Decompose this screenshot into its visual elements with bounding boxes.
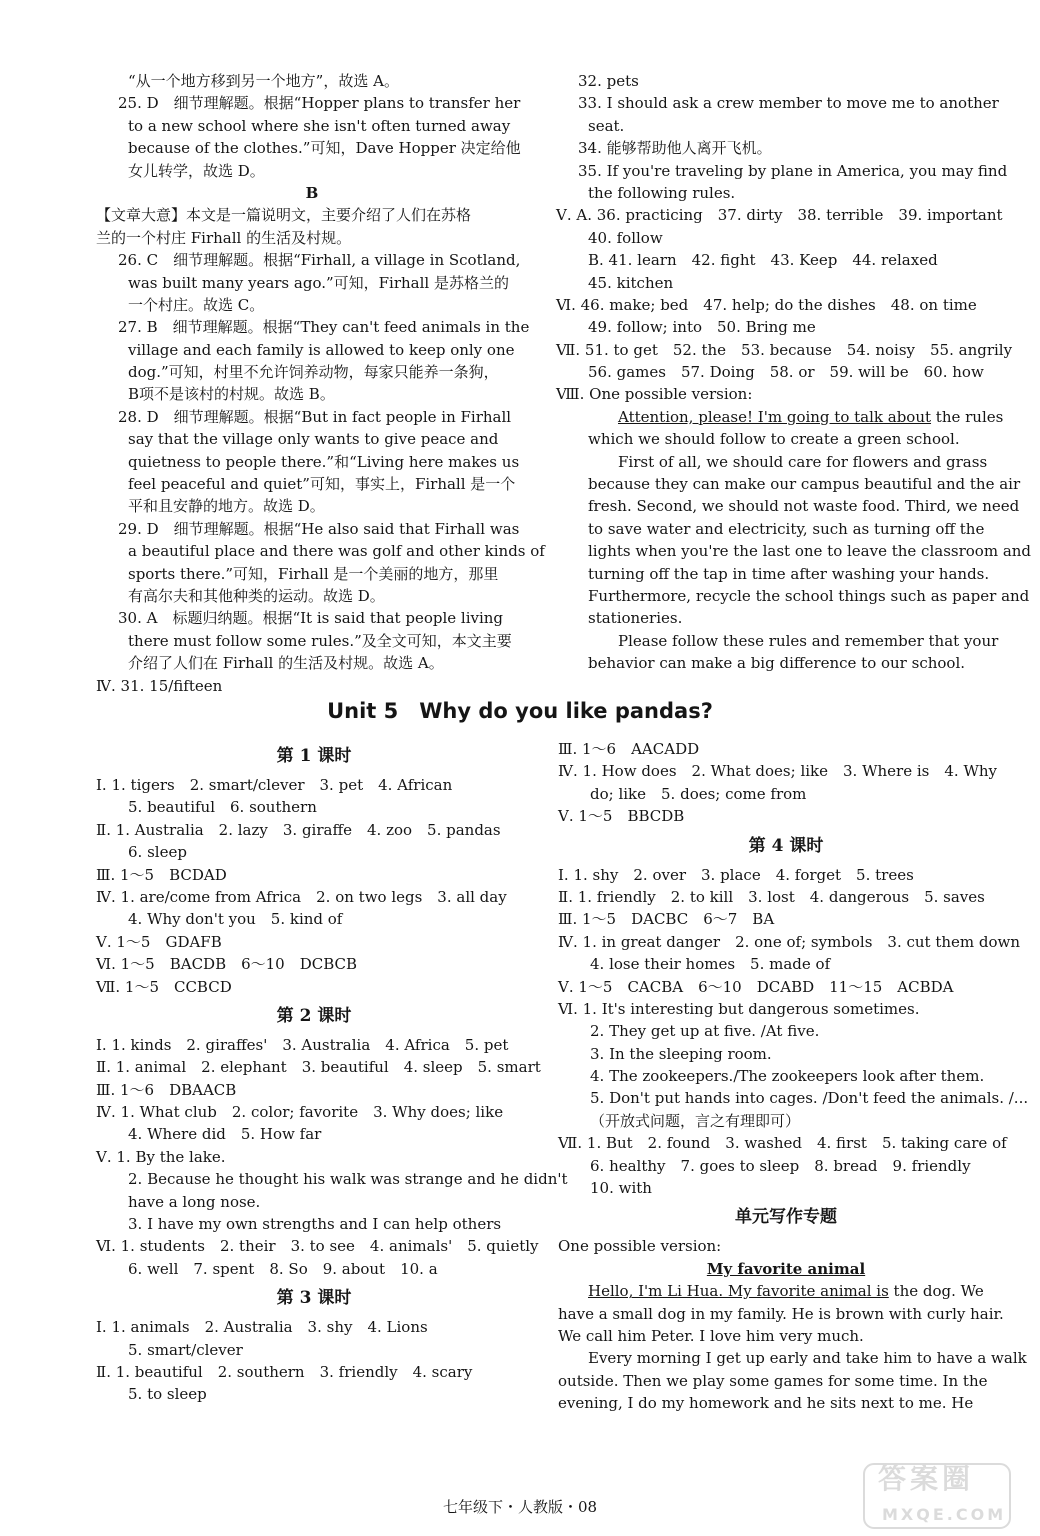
answer-line: B. 41. learn 42. fight 43. Keep 44. relaxed [588,251,938,270]
answer-line: 女儿转学，故选 D。 [128,161,265,180]
answer-line: Ⅳ. 31. 15/fifteen [96,676,223,695]
answer-line: Ⅶ. 51. to get 52. the 53. because 54. noisy 55. angrily [556,340,1013,359]
unit-title: Unit 5 Why do you like pandas? [327,699,713,723]
answer-line: 4. Why don't you 5. kind of [128,910,343,929]
answer-line: because of the clothes.”可知，Dave Hopper 决定给他 [128,139,521,158]
answer-line: Ⅲ. 1～6 AACADD [558,740,700,758]
answer-line: 3. In the sleeping room. [590,1044,772,1063]
answer-line: dog.”可知，村里不允许饲养动物，每家只能养一条狗， [128,363,499,382]
bottom-right-column [558,738,1029,1415]
essay-green-school [556,406,1032,675]
answer-line: sports there.”可知，Firhall 是一个美丽的地方，那里 [128,564,499,583]
answer-line: 3. I have my own strengths and I can help others [128,1215,502,1234]
answer-line: have a small dog in my family. He is brown with curly hair. [558,1304,1004,1323]
answer-line: 平和且安静的地方。故选 D。 [128,497,325,516]
answer-line: 4. Where did 5. How far [128,1125,322,1144]
answer-line: Ⅲ. 1～5 BCDAD [96,865,227,884]
essay-underlined-phrase: Attention, please! I'm going to talk about [618,407,932,426]
answer-line: village and each family is allowed to keep only one [128,340,515,359]
answer-line: Ⅵ. 1. students 2. their 3. to see 4. animals' 5. quietly [96,1237,539,1256]
answer-line: 5. smart/clever [128,1340,243,1359]
answer-line: evening, I do my homework and he sits next to me. He [558,1394,974,1413]
essay-first-line: Hello, I'm Li Hua. My favorite animal is the dog. We [588,1282,984,1301]
answer-line: First of all, we should care for flowers and grass [618,452,988,471]
answer-line: One possible version: [558,1237,722,1256]
top-left-column [96,70,545,697]
answer-line: Ⅶ. 1～5 CCBCD [96,977,232,996]
answer-line: Ⅰ. 1. kinds 2. giraffes' 3. Australia 4. Africa 5. pet [96,1035,509,1054]
answer-line: Ⅳ. 1. are/come from Africa 2. on two legs 3. all day [96,887,507,906]
answer-line: Ⅲ. 1～5 DACBC 6～7 BA [558,910,775,929]
answer-line: seat. [588,116,625,135]
answer-line: lights when you're the last one to leave the classroom and [588,542,1032,561]
answer-line: 40. follow [588,228,663,247]
answer-line: Ⅵ. 1～5 BACDB 6～10 DCBCB [96,955,358,974]
answer-line: “从一个地方移到另一个地方”，故选 A。 [128,72,399,90]
answer-list-upper-right [556,70,1012,406]
answer-line: Ⅱ. 1. Australia 2. lazy 3. giraffe 4. zoo 5. pandas [96,820,501,839]
answer-line: Ⅷ. One possible version: [556,385,753,404]
answer-line: 5. beautiful 6. southern [128,798,317,817]
answer-line: 10. with [590,1179,652,1198]
page-footer: 七年级下・人教版・08 [442,1498,598,1516]
answer-line: 32. pets [578,72,639,90]
essay-underlined-phrase: Hello, I'm Li Hua. My favorite animal is [588,1282,889,1301]
answer-line: Ⅳ. 1. How does 2. What does; like 3. Where is 4. Why [558,762,997,781]
answer-line: 6. sleep [128,843,187,862]
answer-line: Ⅴ. 1～5 GDAFB [96,932,222,951]
watermark-logo: 答案圈 MXQE.COM [862,1462,1012,1530]
answer-line: turning off the tap in time after washing your hands. [588,564,990,583]
answer-line: B [305,183,319,202]
answer-line: which we should follow to create a green school. [588,430,960,449]
answer-list-lower-right [558,738,1029,1258]
answer-line: Ⅰ. 1. shy 2. over 3. place 4. forget 5. trees [558,865,914,884]
answer-line: B项不是该村的村规。故选 B。 [128,385,335,404]
answer-line: 6. healthy 7. goes to sleep 8. bread 9. friendly [590,1156,971,1175]
section-heading: 第 2 课时 [276,1005,352,1026]
answer-line: outside. Then we play some games for some time. In the [558,1371,988,1390]
answer-line: 56. games 57. Doing 58. or 59. will be 60. how [588,363,984,382]
answer-line: fresh. Second, we should not waste food. Third, we need [588,497,1020,516]
answer-line: 6. well 7. spent 8. So 9. about 10. a [128,1259,438,1278]
answer-line: a beautiful place and there was golf and other kinds of [128,542,545,561]
answer-line: 28. D 细节理解题。根据“But in fact people in Firhall [118,407,512,426]
answer-line: have a long nose. [128,1192,261,1211]
answer-line: 4. lose their homes 5. made of [590,955,831,974]
answer-line: behavior can make a big difference to our school. [588,654,966,673]
answer-line: say that the village only wants to give peace and [128,430,499,449]
answer-line: Ⅵ. 1. It's interesting but dangerous sometimes. [558,999,920,1018]
answer-line: Please follow these rules and remember that your [618,631,999,650]
answer-line: 33. I should ask a crew member to move me to another [578,94,999,113]
section-heading: 第 4 课时 [748,835,824,856]
answer-line: 4. The zookeepers./The zookeepers look after them. [590,1067,985,1086]
answer-line: Every morning I get up early and take him to have a walk [588,1349,1027,1368]
answer-line: 2. Because he thought his walk was strange and he didn't [128,1170,568,1189]
answer-line: 一个村庄。故选 C。 [128,295,265,314]
section-heading: 第 3 课时 [276,1288,352,1309]
answer-line: Ⅳ. 1. What club 2. color; favorite 3. Why does; like [96,1103,504,1122]
answer-line: 介绍了人们在 Firhall 的生活及村规。故选 A。 [128,654,444,673]
answer-line: 34. 能够帮助他人离开飞机。 [578,139,772,158]
answer-line: 【文章大意】本文是一篇说明文，主要介绍了人们在苏格 [96,206,472,225]
answer-line: 30. A 标题归纳题。根据“It is said that people living [118,609,504,628]
answer-line: was built many years ago.”可知，Firhall 是苏格兰的 [128,273,509,292]
section-heading: 第 1 课时 [276,746,352,766]
answer-line: Ⅱ. 1. animal 2. elephant 3. beautiful 4. sleep 5. smart [96,1058,541,1077]
answer-line: the following rules. [588,183,736,202]
answer-line: 25. D 细节理解题。根据“Hopper plans to transfer her [118,94,521,113]
answer-line: 26. C 细节理解题。根据“Firhall, a village in Scotland, [118,251,521,270]
answer-line: do; like 5. does; come from [590,784,807,803]
answer-line: 27. B 细节理解题。根据“They can't feed animals in the [118,318,530,337]
answer-line: 45. kitchen [588,273,674,292]
answer-line: to a new school where she isn't often turned away [128,116,511,135]
answer-line: 35. If you're traveling by plane in America, you may find [578,161,1008,180]
answer-line: Ⅲ. 1～6 DBAACB [96,1080,237,1099]
answer-line: （开放式问题，言之有理即可） [590,1111,801,1130]
section-heading: 单元写作专题 [735,1207,837,1228]
answer-line: 有高尔夫和其他种类的运动。故选 D。 [128,586,385,605]
essay-first-line: Attention, please! I'm going to talk about the rules [618,407,1004,426]
answer-line: Ⅵ. 46. make; bed 47. help; do the dishes 48. on time [556,295,977,314]
answer-line: Ⅶ. 1. But 2. found 3. washed 4. first 5. taking care of [558,1134,1007,1153]
answer-line: Ⅰ. 1. tigers 2. smart/clever 3. pet 4. African [96,776,453,794]
answer-line: 49. follow; into 50. Bring me [588,318,816,337]
answer-line: 5. to sleep [128,1385,207,1404]
answer-line: Ⅴ. 1. By the lake. [96,1147,226,1166]
answer-line: Ⅱ. 1. friendly 2. to kill 3. lost 4. dangerous 5. saves [558,887,985,906]
answer-line: 29. D 细节理解题。根据“He also said that Firhall was [118,519,520,538]
answer-line: Ⅱ. 1. beautiful 2. southern 3. friendly 4. scary [96,1362,473,1381]
top-right-column [556,70,1032,675]
answer-line: We call him Peter. I love him very much. [558,1326,864,1345]
answer-line: because they can make our campus beautiful and the air [588,475,1021,494]
answer-line: stationeries. [588,609,683,628]
answer-line: 兰的一个村庄 Firhall 的生活及村规。 [96,228,352,247]
answer-line: Ⅴ. 1～5 CACBA 6～10 DCABD 11～15 ACBDA [558,977,954,996]
answer-line: 2. They get up at five. /At five. [590,1022,820,1041]
answer-line: Furthermore, recycle the school things such as paper and [588,586,1030,605]
answer-line: feel peaceful and quiet”可知，事实上，Firhall 是一个 [128,475,516,494]
essay-title: My favorite animal [706,1259,866,1278]
answer-line: to save water and electricity, such as turning off the [588,519,985,538]
answer-line: Ⅴ. A. 36. practicing 37. dirty 38. terrible 39. important [556,206,1003,225]
answer-line: Ⅴ. 1～5 BBCDB [558,807,685,826]
essay-favorite-animal [558,1258,1027,1415]
answer-line: there must follow some rules.”及全文可知，本文主要 [128,631,512,650]
answer-line: 5. Don't put hands into cages. /Don't feed the animals. /... [590,1089,1029,1108]
answer-line: Ⅰ. 1. animals 2. Australia 3. shy 4. Lions [96,1318,428,1337]
answer-line: quietness to people there.”和“Living here makes us [128,452,520,471]
bottom-left-column [96,738,568,1406]
answer-line: Ⅳ. 1. in great danger 2. one of; symbols 3. cut them down [558,932,1021,951]
